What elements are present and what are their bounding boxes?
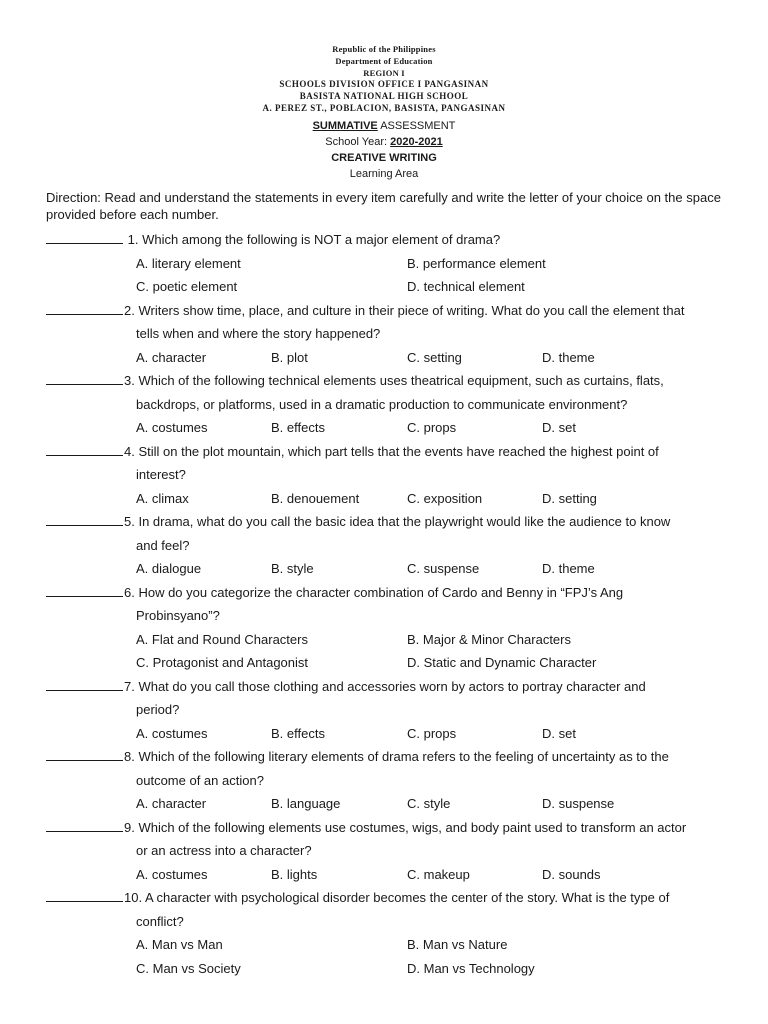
question-text: 5. In drama, what do you call the basic idea that the playwright would like the audience to know (124, 514, 671, 529)
choice-option: D. set (542, 420, 576, 435)
choice-option: B. effects (271, 420, 325, 435)
question-text: Probinsyano”? (136, 608, 220, 623)
choice-option: D. technical element (407, 279, 525, 294)
choice-option: D. sounds (542, 866, 601, 882)
header-line: A. PEREZ ST., POBLACION, BASISTA, PANGASINAN (262, 102, 506, 113)
choice-row (46, 628, 736, 652)
question-line (46, 440, 736, 464)
question-line (46, 745, 736, 769)
choice-option: D. Man vs Technology (407, 960, 535, 976)
question-line (46, 299, 736, 323)
choice-option: C. makeup (407, 866, 470, 882)
question-line (46, 581, 736, 605)
question-continuation (46, 322, 736, 346)
choice-row (46, 275, 736, 299)
choice-row (46, 416, 736, 440)
answer-blank[interactable] (46, 300, 123, 315)
question-item (46, 228, 736, 299)
question-continuation (46, 463, 736, 487)
choice-option: D. suspense (542, 796, 615, 811)
choice-option: C. Man vs Society (136, 960, 241, 976)
choice-option: A. costumes (136, 725, 208, 741)
question-line (46, 886, 736, 910)
question-continuation (46, 839, 736, 863)
choice-option: A. literary element (136, 255, 241, 271)
choice-option: C. props (407, 725, 457, 741)
choice-row (46, 346, 736, 370)
question-text: 1. Which among the following is NOT a major element of drama? (124, 232, 501, 247)
choice-option: A. Flat and Round Characters (136, 631, 308, 647)
choice-row (46, 722, 736, 746)
assessment-title (0, 118, 768, 134)
question-continuation (46, 910, 736, 934)
choice-option: C. setting (407, 349, 462, 365)
choice-option: B. effects (271, 725, 325, 741)
choice-option: B. plot (271, 349, 308, 365)
choice-option: A. character (136, 796, 207, 811)
question-line (46, 510, 736, 534)
choice-option: D. setting (542, 490, 597, 506)
choice-option: B. language (271, 796, 341, 811)
question-text: 2. Writers show time, place, and culture in their piece of writing. What do you call the element that (124, 302, 685, 318)
question-text: 3. Which of the following technical elements uses theatrical equipment, such as curtains, flats, (124, 373, 664, 388)
question-item (46, 369, 736, 440)
choice-option: A. climax (136, 490, 189, 506)
choice-row (46, 487, 736, 511)
question-line (46, 816, 736, 840)
question-continuation (46, 534, 736, 558)
header-line: BASISTA NATIONAL HIGH SCHOOL (299, 91, 469, 102)
choice-option: B. style (271, 561, 314, 576)
choice-option: A. costumes (136, 866, 208, 882)
choice-option: B. performance element (407, 255, 546, 271)
learning-area-label: Learning Area (349, 168, 419, 180)
answer-blank[interactable] (46, 511, 123, 526)
choice-row (46, 557, 736, 581)
question-line (46, 675, 736, 699)
subject-title: CREATIVE WRITING (331, 152, 437, 164)
question-text: tells when and where the story happened? (136, 326, 381, 341)
question-item (46, 745, 736, 816)
choice-option: C. Protagonist and Antagonist (136, 655, 309, 670)
school-year-value: 2020-2021 (390, 136, 443, 148)
question-continuation (46, 769, 736, 793)
question-text: 6. How do you categorize the character combination of Cardo and Benny in “FPJ’s Ang (124, 584, 624, 600)
question-continuation (46, 393, 736, 417)
choice-option: C. props (407, 420, 457, 435)
question-text: 4. Still on the plot mountain, which part tells that the events have reached the highest point of (124, 443, 659, 459)
question-text: backdrops, or platforms, used in a dramatic production to communicate environment? (136, 396, 628, 412)
header-line: Republic of the Philippines (332, 44, 436, 54)
choice-option: A. dialogue (136, 561, 202, 576)
question-text: 9. Which of the following elements use costumes, wigs, and body paint used to transform an actor (124, 819, 687, 835)
answer-blank[interactable] (46, 887, 123, 902)
choice-option: D. theme (542, 349, 595, 365)
question-text: period? (136, 702, 180, 717)
header-line: Department of Education (335, 55, 433, 66)
choice-option: C. poetic element (136, 279, 238, 294)
choice-option: D. set (542, 725, 576, 741)
question-item (46, 816, 736, 887)
question-continuation (46, 604, 736, 628)
question-item (46, 886, 736, 980)
question-item (46, 299, 736, 370)
choice-row (46, 863, 736, 887)
question-text: outcome of an action? (136, 772, 264, 788)
choice-option: B. Major & Minor Characters (407, 631, 571, 647)
question-line (46, 369, 736, 393)
question-list (46, 228, 736, 980)
summative-label: SUMMATIVE (312, 120, 378, 132)
choice-option: B. Man vs Nature (407, 937, 508, 952)
choice-row (46, 792, 736, 816)
question-text: 7. What do you call those clothing and accessories worn by actors to portray character and (124, 678, 646, 694)
choice-option: D. Static and Dynamic Character (407, 655, 597, 670)
answer-blank[interactable] (46, 676, 123, 691)
choice-row (46, 957, 736, 981)
assessment-label: ASSESSMENT (377, 120, 456, 132)
choice-option: A. character (136, 349, 207, 365)
choice-row (46, 252, 736, 276)
answer-blank[interactable] (46, 370, 123, 385)
question-text: interest? (136, 467, 186, 482)
question-item (46, 510, 736, 581)
choice-option: C. suspense (407, 561, 480, 576)
answer-blank[interactable] (46, 746, 123, 761)
question-text: 10. A character with psychological disorder becomes the center of the story. What is the type of (124, 890, 670, 905)
question-item (46, 440, 736, 511)
header-line: REGION I (363, 67, 405, 78)
school-year-label: School Year: (325, 136, 391, 148)
question-line (46, 228, 736, 252)
answer-blank[interactable] (46, 817, 123, 832)
choice-option: B. lights (271, 866, 318, 882)
choice-option: A. costumes (136, 420, 208, 435)
question-text: and feel? (136, 537, 190, 553)
choice-option: B. denouement (271, 490, 360, 506)
question-item (46, 675, 736, 746)
school-year (0, 134, 768, 150)
choice-option: C. style (407, 796, 451, 811)
choice-row (46, 933, 736, 957)
directions-text: Direction: Read and understand the statements in every item carefully and write the letter of your choice on the space provided before each number. (46, 190, 721, 222)
school-header (0, 44, 768, 115)
question-item (46, 581, 736, 675)
answer-blank[interactable] (46, 582, 123, 597)
answer-blank[interactable] (46, 441, 123, 456)
choice-row (46, 651, 736, 675)
question-text: or an actress into a character? (136, 843, 312, 858)
question-text: 8. Which of the following literary elements of drama refers to the feeling of uncertainty as to the (124, 749, 669, 764)
choice-option: C. exposition (407, 490, 483, 506)
question-text: conflict? (136, 913, 184, 929)
question-continuation (46, 698, 736, 722)
choice-option: A. Man vs Man (136, 937, 223, 952)
answer-blank[interactable] (46, 229, 123, 244)
assessment-titles (0, 118, 768, 182)
header-line: SCHOOLS DIVISION OFFICE I PANGASINAN (279, 79, 489, 90)
choice-option: D. theme (542, 561, 595, 576)
